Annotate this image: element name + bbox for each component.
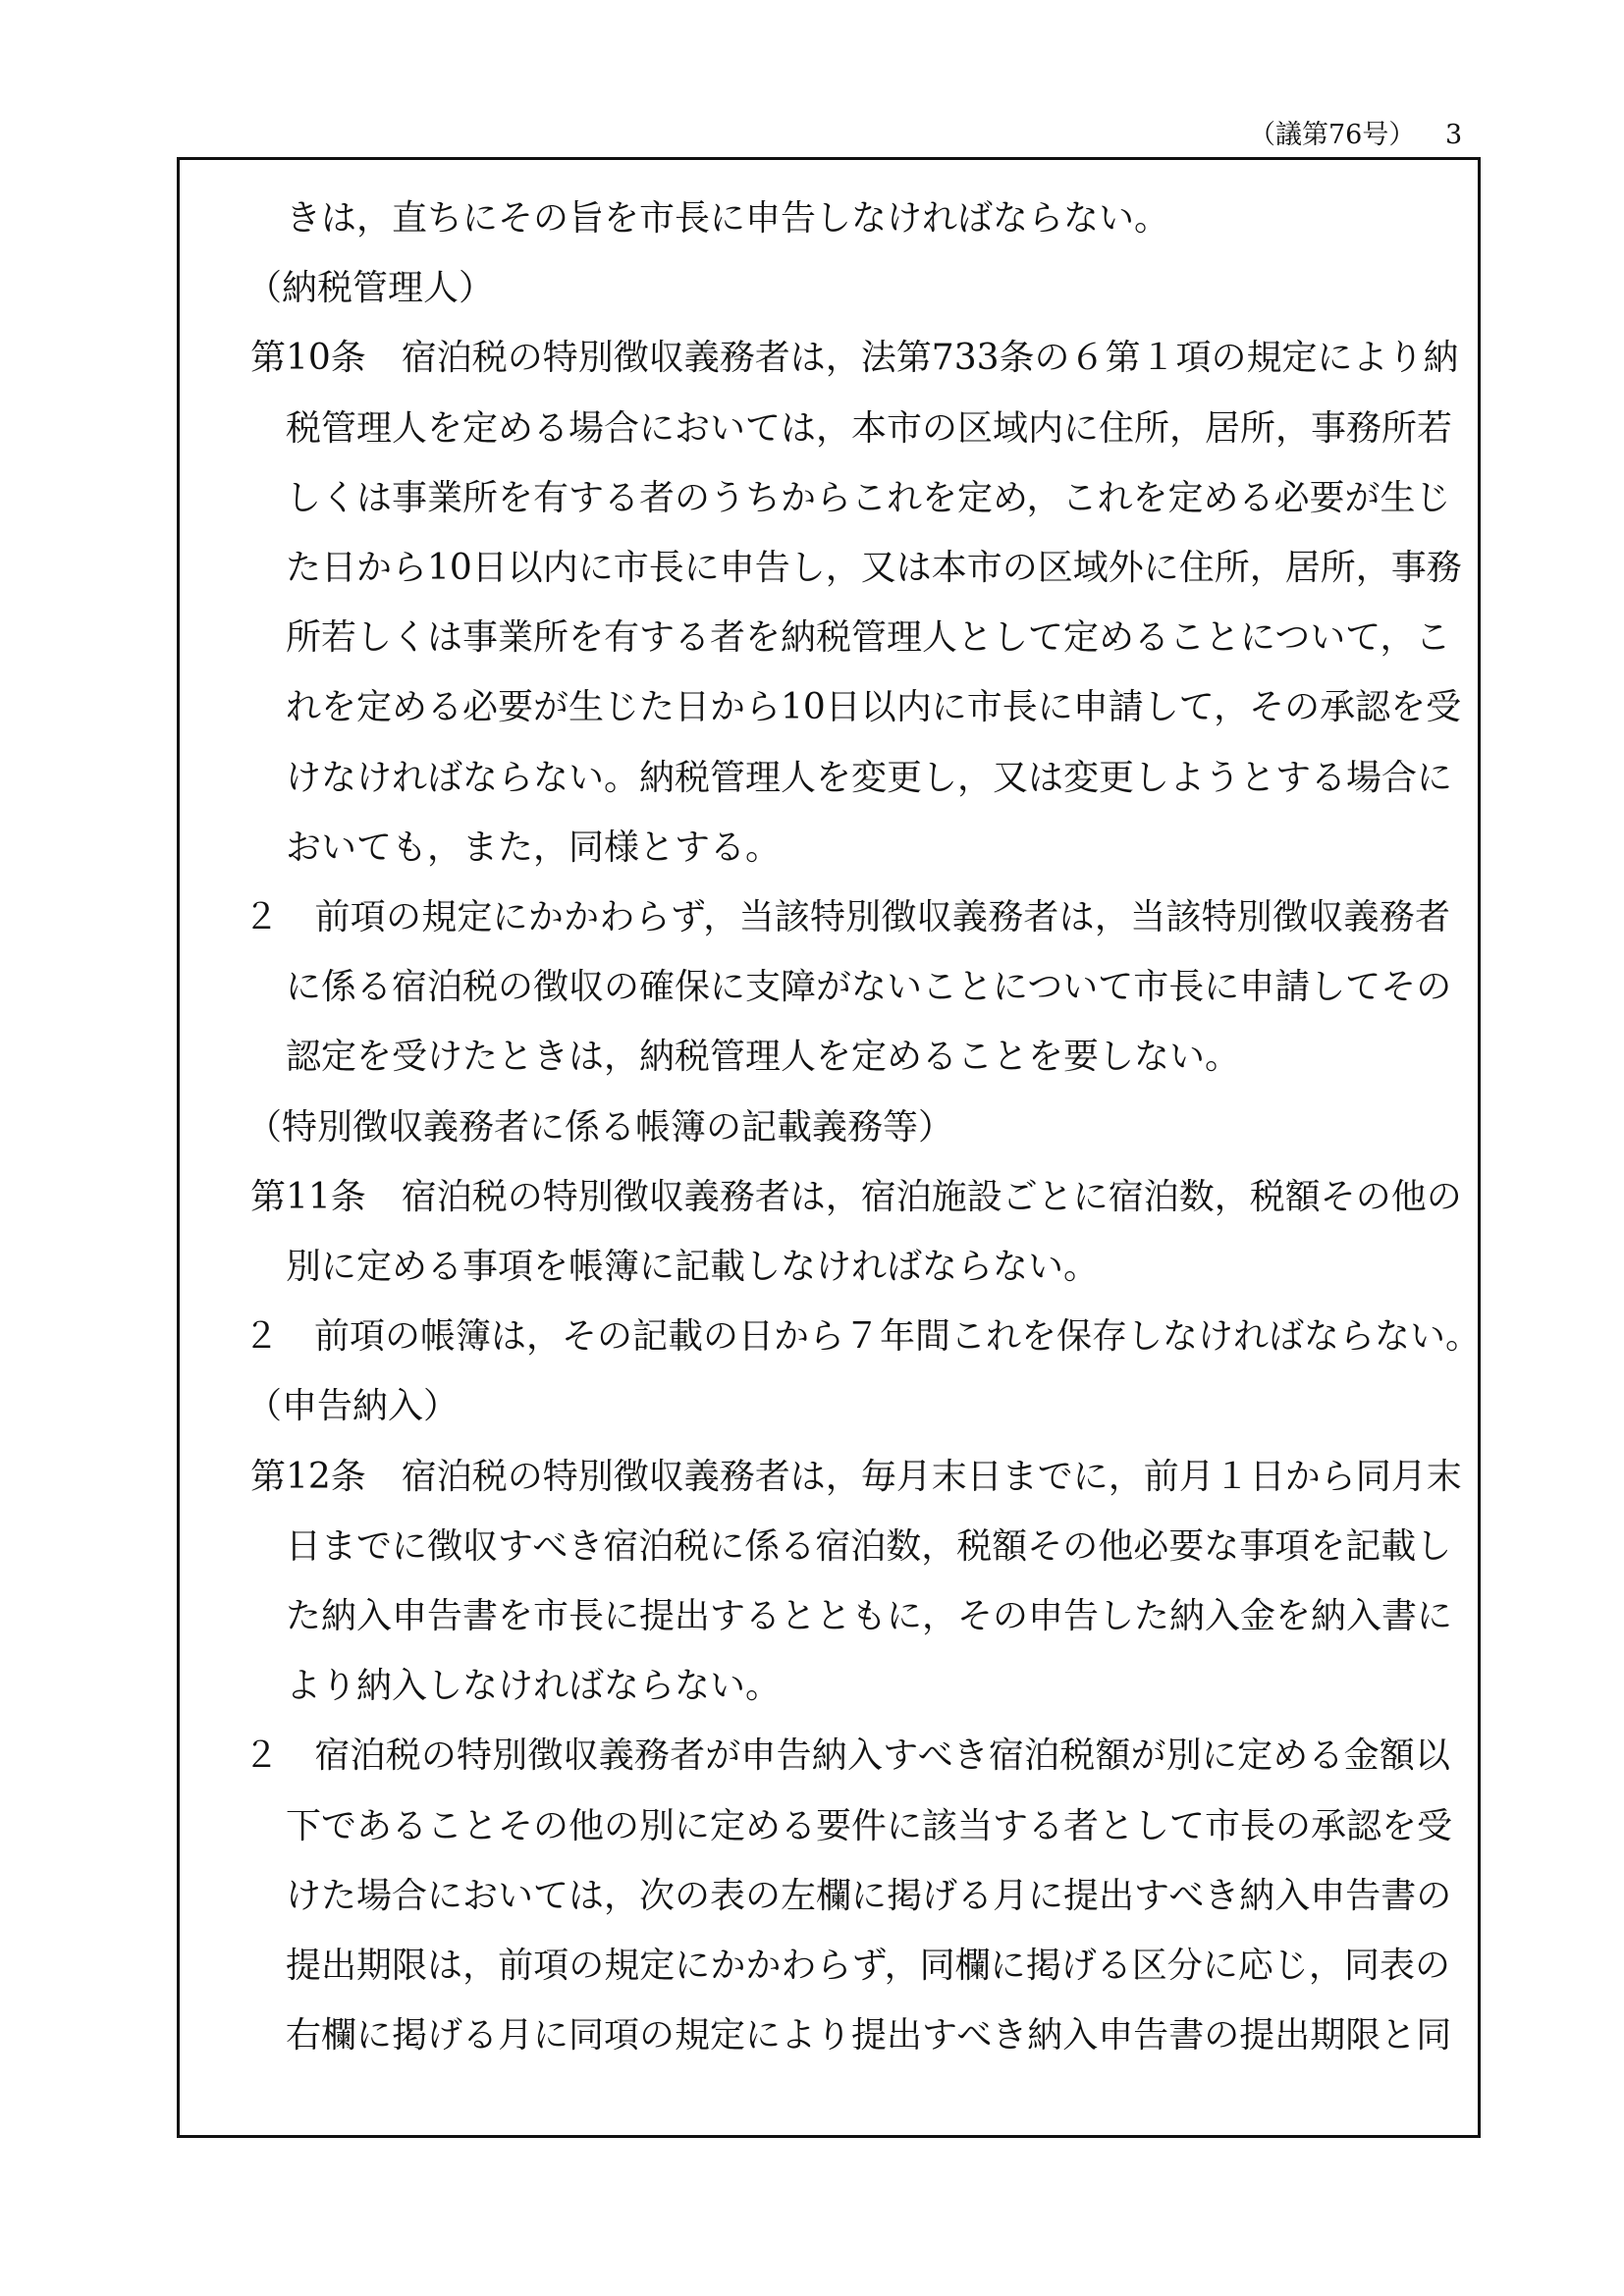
text-line: に係る宿泊税の徴収の確保に支障がないことについて市長に申請してその [286, 967, 1452, 1007]
text-line: ２ 宿泊税の特別徴収義務者が申告納入すべき宿泊税額が別に定める金額以 [244, 1735, 1450, 1776]
text-line: 日までに徴収すべき宿泊税に係る宿泊数，税額その他必要な事項を記載し [286, 1526, 1452, 1567]
text-line: 所若しくは事業所を有する者を納税管理人として定めることについて，こ [286, 617, 1451, 658]
document-frame [177, 157, 1481, 2138]
text-line: おいても，また，同様とする。 [286, 828, 782, 868]
text-line: 右欄に掲げる月に同項の規定により提出すべき納入申告書の提出期限と同 [286, 2015, 1452, 2056]
text-line: れを定める必要が生じた日から10日以内に市長に申請して，その承認を受 [286, 687, 1462, 727]
article-caption: （特別徴収義務者に係る帳簿の記載義務等） [246, 1107, 954, 1148]
bill-number: （議第76号） [1249, 120, 1416, 150]
page-number: 3 [1445, 120, 1463, 150]
text-line: た日から10日以内に市長に申告し，又は本市の区域外に住所，居所，事務 [286, 548, 1462, 588]
text-line: 第12条 宿泊税の特別徴収義務者は，毎月末日までに，前月１日から同月末 [250, 1457, 1462, 1497]
text-line: けた場合においては，次の表の左欄に掲げる月に提出すべき納入申告書の [286, 1876, 1452, 1916]
text-line: 税管理人を定める場合においては，本市の区域内に住所，居所，事務所若 [286, 408, 1453, 449]
text-line: きは，直ちにその旨を市長に申告しなければならない。 [286, 198, 1170, 239]
text-line: 提出期限は，前項の規定にかかわらず，同欄に掲げる区分に応じ，同表の [286, 1946, 1450, 1986]
text-line: 別に定める事項を帳簿に記載しなければならない。 [286, 1247, 1100, 1287]
text-line: ２ 前項の帳簿は，その記載の日から７年間これを保存しなければならない。 [244, 1316, 1482, 1357]
page-header [1178, 116, 1473, 155]
text-line: 第11条 宿泊税の特別徴収義務者は，宿泊施設ごとに宿泊数，税額その他の [250, 1177, 1462, 1217]
text-line: より納入しなければならない。 [286, 1666, 782, 1706]
text-line: けなければならない。納税管理人を変更し，又は変更しようとする場合に [286, 758, 1453, 798]
article-caption: （申告納入） [246, 1386, 460, 1426]
text-line: 第10条 宿泊税の特別徴収義務者は，法第733条の６第１項の規定により納 [250, 338, 1459, 378]
text-line: ２ 前項の規定にかかわらず，当該特別徴収義務者は，当該特別徴収義務者 [244, 897, 1450, 937]
article-caption: （納税管理人） [246, 268, 495, 308]
text-line: 下であることその他の別に定める要件に該当する者として市長の承認を受 [286, 1806, 1453, 1846]
text-line: た納入申告書を市長に提出するとともに，その申告した納入金を納入書に [286, 1596, 1453, 1636]
text-line: しくは事業所を有する者のうちからこれを定め，これを定める必要が生じ [286, 478, 1451, 518]
text-line: 認定を受けたときは，納税管理人を定めることを要しない。 [286, 1037, 1241, 1077]
